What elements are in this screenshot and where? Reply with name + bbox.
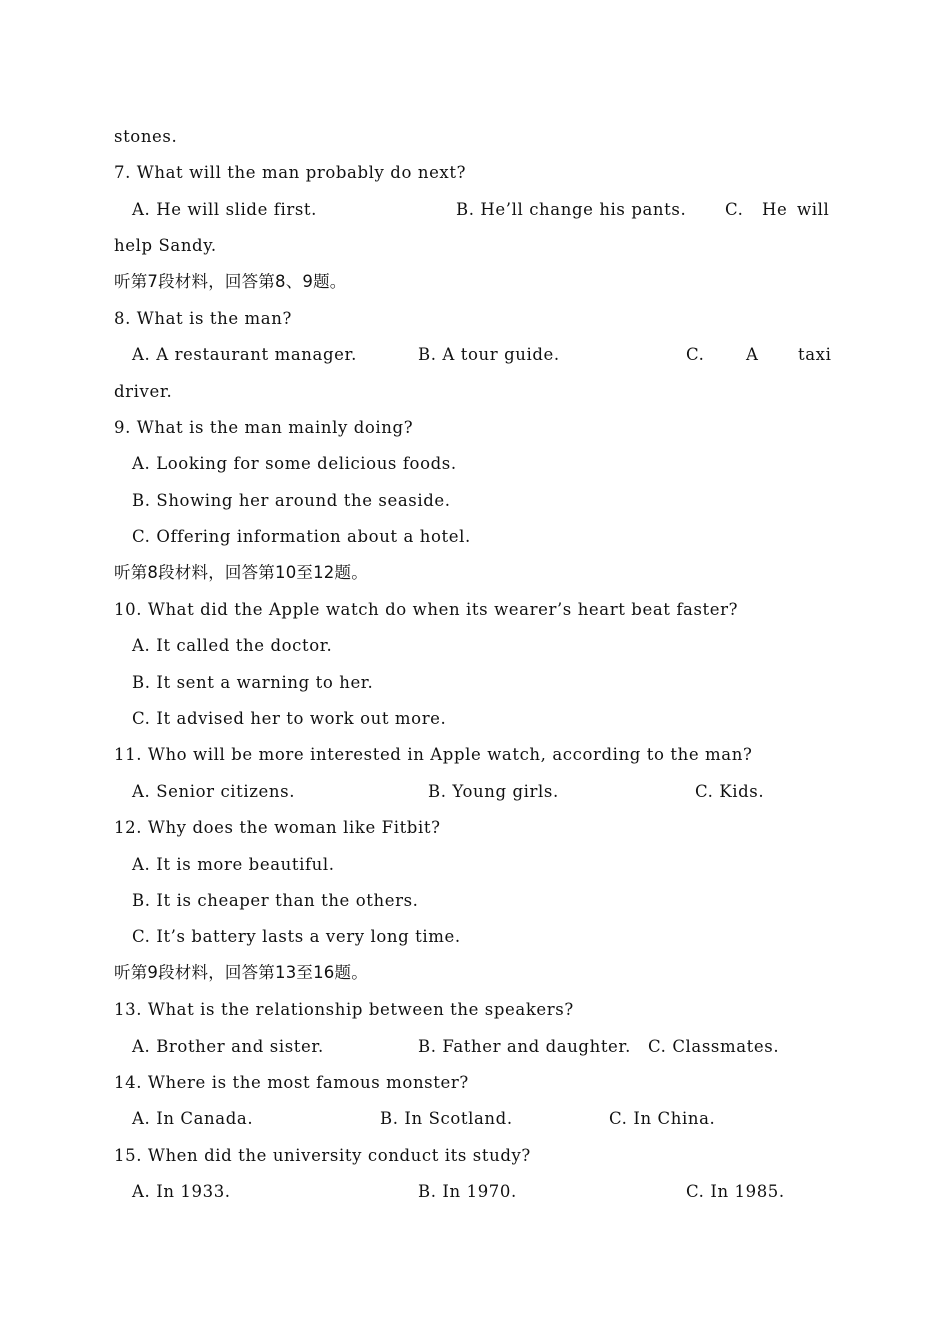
section-8-heading: 听第8段材料，回答第10至12题。 bbox=[114, 563, 368, 582]
q13-option-b: B. Father and daughter. bbox=[418, 1037, 631, 1056]
section-7-heading: 听第7段材料，回答第8、9题。 bbox=[114, 272, 347, 291]
question-11: 11. Who will be more interested in Apple watch, according to the man? bbox=[114, 745, 753, 764]
q7-option-a: A. He will slide first. bbox=[132, 200, 318, 219]
q15-option-a: A. In 1933. bbox=[132, 1182, 231, 1201]
q8-option-a: A. A restaurant manager. bbox=[132, 345, 358, 364]
q9-option-a: A. Looking for some delicious foods. bbox=[132, 454, 457, 473]
q7-option-c-word-1: He bbox=[762, 200, 788, 219]
q15-option-c: C. In 1985. bbox=[686, 1182, 785, 1201]
question-15: 15. When did the university conduct its study? bbox=[114, 1146, 531, 1165]
question-14: 14. Where is the most famous monster? bbox=[114, 1073, 469, 1092]
question-10: 10. What did the Apple watch do when its wearer’s heart beat faster? bbox=[114, 600, 739, 619]
question-9: 9. What is the man mainly doing? bbox=[114, 418, 414, 437]
q8-option-b: B. A tour guide. bbox=[418, 345, 560, 364]
q9-option-c: C. Offering information about a hotel. bbox=[132, 527, 471, 546]
q7-option-c-continued: help Sandy. bbox=[114, 236, 217, 255]
q13-option-a: A. Brother and sister. bbox=[132, 1037, 324, 1056]
question-7: 7. What will the man probably do next? bbox=[114, 163, 467, 182]
q10-option-a: A. It called the doctor. bbox=[132, 636, 333, 655]
q15-option-b: B. In 1970. bbox=[418, 1182, 517, 1201]
question-8: 8. What is the man? bbox=[114, 309, 292, 328]
q11-option-a: A. Senior citizens. bbox=[132, 782, 296, 801]
question-13: 13. What is the relationship between the speakers? bbox=[114, 1000, 574, 1019]
q14-option-c: C. In China. bbox=[609, 1109, 716, 1128]
q8-option-c-label: C. bbox=[686, 345, 705, 364]
q12-option-a: A. It is more beautiful. bbox=[132, 855, 335, 874]
q7-option-c-word-2: will bbox=[797, 200, 830, 219]
q14-option-b: B. In Scotland. bbox=[380, 1109, 513, 1128]
q8-option-c-word-2: taxi bbox=[798, 345, 832, 364]
q8-option-c-continued: driver. bbox=[114, 382, 173, 401]
q11-option-b: B. Young girls. bbox=[428, 782, 559, 801]
q12-option-b: B. It is cheaper than the others. bbox=[132, 891, 419, 910]
q7-option-b: B. He’ll change his pants. bbox=[456, 200, 687, 219]
section-9-heading: 听第9段材料，回答第13至16题。 bbox=[114, 963, 368, 982]
q10-option-b: B. It sent a warning to her. bbox=[132, 673, 374, 692]
q14-option-a: A. In Canada. bbox=[132, 1109, 254, 1128]
q10-option-c: C. It advised her to work out more. bbox=[132, 709, 447, 728]
q9-option-b: B. Showing her around the seaside. bbox=[132, 491, 451, 510]
q12-option-c: C. It’s battery lasts a very long time. bbox=[132, 927, 461, 946]
q13-option-c: C. Classmates. bbox=[648, 1037, 780, 1056]
text-line-stones: stones. bbox=[114, 127, 178, 146]
question-12: 12. Why does the woman like Fitbit? bbox=[114, 818, 441, 837]
q8-option-c-word-1: A bbox=[746, 345, 759, 364]
q11-option-c: C. Kids. bbox=[695, 782, 765, 801]
q7-option-c-label: C. bbox=[725, 200, 744, 219]
